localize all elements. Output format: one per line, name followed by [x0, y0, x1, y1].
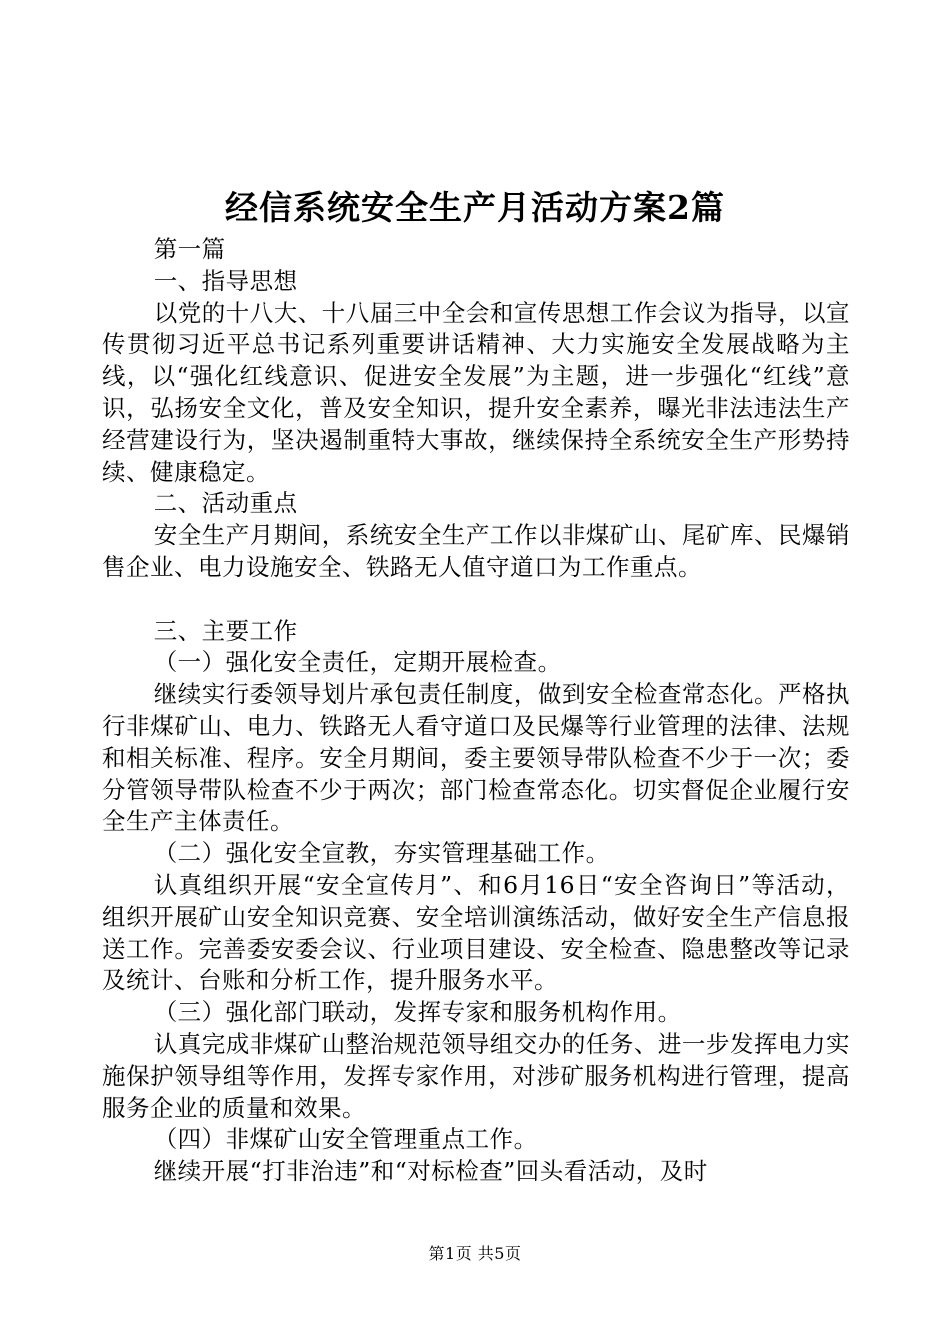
section-heading-guiding-ideology: 一、指导思想 [153, 266, 298, 295]
section-heading-main-work: 三、主要工作 [153, 616, 298, 645]
item-heading-4: （四）非煤矿山安全管理重点工作。 [153, 1125, 538, 1154]
item-heading-1: （一）强化安全责任，定期开展检查。 [153, 648, 562, 677]
item-paragraph-3: 认真完成非煤矿山整治规范领导组交办的任务、进一步发挥电力实施保护领导组等作用，发挥专家作用，对涉矿服务机构进行管理，提高服务企业的质量和效果。 [102, 1029, 850, 1122]
item-paragraph-2: 认真组织开展“安全宣传月”、和6月16日“安全咨询日”等活动，组织开展矿山安全知识竞赛、安全培训演练活动，做好安全生产信息报送工作。完善委安委会议、行业项目建设、安全检查、隐患整改等记录及统计、台账和分析工作，提升服务水平。 [102, 870, 850, 995]
section-heading-activity-focus: 二、活动重点 [153, 489, 298, 518]
item-paragraph-4: 继续开展“打非治违”和“对标检查”回头看活动，及时 [153, 1157, 708, 1186]
item-paragraph-1: 继续实行委领导划片承包责任制度，做到安全检查常态化。严格执行非煤矿山、电力、铁路无人看守道口及民爆等行业管理的法律、法规和相关标准、程序。安全月期间，委主要领导带队检查不少于一次；委分管领导带队检查不少于两次；部门检查常态化。切实督促企业履行安全生产主体责任。 [102, 680, 850, 836]
document-body [102, 234, 850, 1188]
paragraph-guiding-ideology: 以党的十八大、十八届三中全会和宣传思想工作会议为指导，以宣传贯彻习近平总书记系列重要讲话精神、大力实施安全发展战略为主线，以“强化红线意识、促进安全发展”为主题，进一步强化“红线”意识，弘扬安全文化，普及安全知识，提升安全素养，曝光非法违法生产经营建设行为，坚决遏制重特大事故，继续保持全系统安全生产形势持续、健康稳定。 [102, 298, 850, 486]
page-footer: 第1页 共5页 [428, 1244, 522, 1263]
part-label: 第一篇 [153, 235, 226, 263]
paragraph-activity-focus: 安全生产月期间，系统安全生产工作以非煤矿山、尾矿库、民爆销售企业、电力设施安全、铁路无人值守道口为工作重点。 [102, 521, 850, 581]
item-heading-3: （三）强化部门联动，发挥专家和服务机构作用。 [153, 998, 682, 1027]
item-heading-2: （二）强化安全宣教，夯实管理基础工作。 [153, 839, 610, 868]
document-title: 经信系统安全生产月活动方案2篇 [225, 188, 725, 227]
